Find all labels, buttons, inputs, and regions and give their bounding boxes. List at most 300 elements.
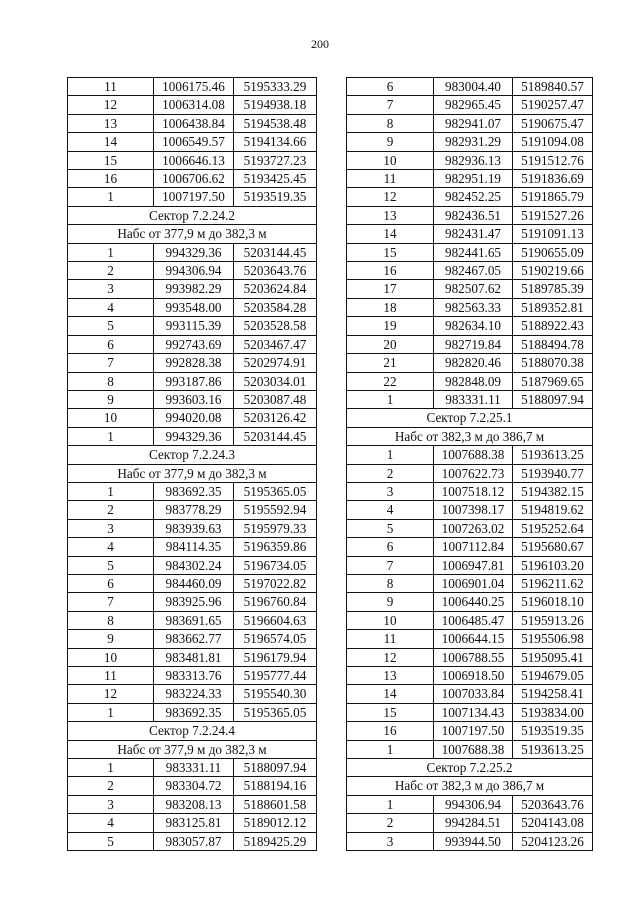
y-coordinate: 5196359.86 (234, 538, 317, 556)
point-number: 1 (68, 188, 154, 206)
point-number: 7 (347, 556, 434, 574)
table-row (347, 114, 593, 132)
section-header: Набс от 377,9 м до 382,3 м (68, 740, 317, 758)
point-number: 5 (68, 317, 154, 335)
table-row (347, 390, 593, 408)
table-row (347, 280, 593, 298)
table-row (68, 501, 317, 519)
x-coordinate: 1006175.46 (154, 78, 234, 96)
x-coordinate: 1007197.50 (154, 188, 234, 206)
x-coordinate: 983304.72 (154, 777, 234, 795)
y-coordinate: 5194538.48 (234, 114, 317, 132)
y-coordinate: 5194134.66 (234, 133, 317, 151)
point-number: 2 (347, 814, 434, 832)
table-row (68, 814, 317, 832)
x-coordinate: 983004.40 (434, 78, 513, 96)
table-row (347, 446, 593, 464)
y-coordinate: 5195913.26 (513, 611, 593, 629)
point-number: 11 (347, 630, 434, 648)
x-coordinate: 983208.13 (154, 795, 234, 813)
point-number: 9 (68, 630, 154, 648)
point-number: 6 (347, 78, 434, 96)
point-number: 1 (68, 427, 154, 445)
x-coordinate: 1006901.04 (434, 574, 513, 592)
point-number: 9 (68, 390, 154, 408)
x-coordinate: 982951.19 (434, 170, 513, 188)
point-number: 8 (347, 114, 434, 132)
x-coordinate: 982848.09 (434, 372, 513, 390)
y-coordinate: 5187969.65 (513, 372, 593, 390)
table-row (68, 96, 317, 114)
point-number: 3 (347, 482, 434, 500)
x-coordinate: 1007263.02 (434, 519, 513, 537)
point-number: 16 (347, 722, 434, 740)
y-coordinate: 5188097.94 (234, 759, 317, 777)
table-row (68, 335, 317, 353)
table-row (68, 427, 317, 445)
point-number: 3 (68, 795, 154, 813)
point-number: 20 (347, 335, 434, 353)
x-coordinate: 983925.96 (154, 593, 234, 611)
table-row (347, 832, 593, 850)
point-number: 4 (68, 538, 154, 556)
point-number: 4 (68, 298, 154, 316)
y-coordinate: 5195252.64 (513, 519, 593, 537)
table-row (68, 685, 317, 703)
x-coordinate: 994329.36 (154, 427, 234, 445)
point-number: 2 (68, 501, 154, 519)
section-header: Набс от 382,3 м до 386,7 м (347, 427, 593, 445)
table-row (68, 593, 317, 611)
x-coordinate: 1006644.15 (434, 630, 513, 648)
point-number: 10 (347, 151, 434, 169)
section-header-row (347, 409, 593, 427)
table-row (347, 593, 593, 611)
point-number: 13 (68, 114, 154, 132)
point-number: 8 (68, 611, 154, 629)
x-coordinate: 1007033.84 (434, 685, 513, 703)
point-number: 5 (68, 556, 154, 574)
point-number: 14 (347, 225, 434, 243)
point-number: 2 (347, 464, 434, 482)
x-coordinate: 1006440.25 (434, 593, 513, 611)
point-number: 12 (347, 188, 434, 206)
point-number: 2 (68, 262, 154, 280)
x-coordinate: 983691.65 (154, 611, 234, 629)
y-coordinate: 5191094.08 (513, 133, 593, 151)
x-coordinate: 983481.81 (154, 648, 234, 666)
x-coordinate: 983939.63 (154, 519, 234, 537)
table-row (68, 354, 317, 372)
table-body-right (347, 78, 593, 851)
x-coordinate: 983224.33 (154, 685, 234, 703)
point-number: 18 (347, 298, 434, 316)
y-coordinate: 5188601.58 (234, 795, 317, 813)
section-header-row (68, 446, 317, 464)
y-coordinate: 5204143.08 (513, 814, 593, 832)
x-coordinate: 1007688.38 (434, 446, 513, 464)
x-coordinate: 1007398.17 (434, 501, 513, 519)
section-header: Сектор 7.2.24.2 (68, 206, 317, 224)
x-coordinate: 994284.51 (434, 814, 513, 832)
y-coordinate: 5196760.84 (234, 593, 317, 611)
table-row (347, 667, 593, 685)
section-header: Сектор 7.2.24.3 (68, 446, 317, 464)
table-row (68, 409, 317, 427)
point-number: 6 (68, 574, 154, 592)
y-coordinate: 5193519.35 (513, 722, 593, 740)
point-number: 1 (68, 759, 154, 777)
y-coordinate: 5196179.94 (234, 648, 317, 666)
y-coordinate: 5194382.15 (513, 482, 593, 500)
x-coordinate: 992743.69 (154, 335, 234, 353)
x-coordinate: 1006918.50 (434, 667, 513, 685)
y-coordinate: 5193613.25 (513, 446, 593, 464)
point-number: 13 (347, 667, 434, 685)
table-row (347, 188, 593, 206)
x-coordinate: 1006788.55 (434, 648, 513, 666)
point-number: 1 (68, 703, 154, 721)
point-number: 4 (68, 814, 154, 832)
table-row (347, 519, 593, 537)
y-coordinate: 5195777.44 (234, 667, 317, 685)
table-row (347, 354, 593, 372)
y-coordinate: 5188070.38 (513, 354, 593, 372)
point-number: 3 (68, 280, 154, 298)
point-number: 1 (68, 243, 154, 261)
x-coordinate: 982563.33 (434, 298, 513, 316)
point-number: 11 (68, 667, 154, 685)
table-row (347, 482, 593, 500)
section-header: Сектор 7.2.25.2 (347, 759, 593, 777)
y-coordinate: 5196211.62 (513, 574, 593, 592)
point-number: 15 (347, 703, 434, 721)
point-number: 9 (347, 593, 434, 611)
point-number: 16 (68, 170, 154, 188)
table-row (68, 372, 317, 390)
table-row (68, 133, 317, 151)
section-header: Набс от 382,3 м до 386,7 м (347, 777, 593, 795)
section-header: Сектор 7.2.24.4 (68, 722, 317, 740)
section-header-row (68, 206, 317, 224)
table-row (347, 225, 593, 243)
x-coordinate: 1006438.84 (154, 114, 234, 132)
x-coordinate: 983692.35 (154, 703, 234, 721)
x-coordinate: 983313.76 (154, 667, 234, 685)
x-coordinate: 982467.05 (434, 262, 513, 280)
x-coordinate: 1006485.47 (434, 611, 513, 629)
x-coordinate: 994329.36 (154, 243, 234, 261)
y-coordinate: 5203144.45 (234, 243, 317, 261)
point-number: 15 (347, 243, 434, 261)
y-coordinate: 5188494.78 (513, 335, 593, 353)
y-coordinate: 5196734.05 (234, 556, 317, 574)
x-coordinate: 982936.13 (434, 151, 513, 169)
y-coordinate: 5195680.67 (513, 538, 593, 556)
table-row (347, 685, 593, 703)
table-row (68, 280, 317, 298)
table-row (347, 740, 593, 758)
section-header-row (347, 777, 593, 795)
section-header-row (68, 740, 317, 758)
table-row (68, 390, 317, 408)
y-coordinate: 5193425.45 (234, 170, 317, 188)
y-coordinate: 5193613.25 (513, 740, 593, 758)
section-header: Набс от 377,9 м до 382,3 м (68, 225, 317, 243)
x-coordinate: 992828.38 (154, 354, 234, 372)
y-coordinate: 5190655.09 (513, 243, 593, 261)
point-number: 10 (347, 611, 434, 629)
y-coordinate: 5203624.84 (234, 280, 317, 298)
point-number: 5 (68, 832, 154, 850)
table-row (347, 78, 593, 96)
point-number: 9 (347, 133, 434, 151)
y-coordinate: 5193940.77 (513, 464, 593, 482)
y-coordinate: 5189352.81 (513, 298, 593, 316)
y-coordinate: 5194819.62 (513, 501, 593, 519)
table-row (347, 703, 593, 721)
point-number: 15 (68, 151, 154, 169)
x-coordinate: 982719.84 (434, 335, 513, 353)
point-number: 4 (347, 501, 434, 519)
y-coordinate: 5203643.76 (513, 795, 593, 813)
x-coordinate: 993982.29 (154, 280, 234, 298)
y-coordinate: 5194938.18 (234, 96, 317, 114)
y-coordinate: 5196103.20 (513, 556, 593, 574)
table-row (68, 298, 317, 316)
y-coordinate: 5188194.16 (234, 777, 317, 795)
x-coordinate: 1007518.12 (434, 482, 513, 500)
x-coordinate: 1007134.43 (434, 703, 513, 721)
point-number: 1 (68, 482, 154, 500)
point-number: 13 (347, 206, 434, 224)
table-row (347, 501, 593, 519)
y-coordinate: 5195365.05 (234, 482, 317, 500)
x-coordinate: 983125.81 (154, 814, 234, 832)
point-number: 11 (347, 170, 434, 188)
point-number: 8 (68, 372, 154, 390)
point-number: 7 (68, 593, 154, 611)
coordinates-table-left (67, 77, 317, 851)
section-header-row (68, 464, 317, 482)
x-coordinate: 984114.35 (154, 538, 234, 556)
x-coordinate: 983331.11 (154, 759, 234, 777)
table-row (68, 78, 317, 96)
y-coordinate: 5195333.29 (234, 78, 317, 96)
x-coordinate: 982507.62 (434, 280, 513, 298)
section-header: Набс от 377,9 м до 382,3 м (68, 464, 317, 482)
y-coordinate: 5203034.01 (234, 372, 317, 390)
x-coordinate: 984302.24 (154, 556, 234, 574)
y-coordinate: 5202974.91 (234, 354, 317, 372)
y-coordinate: 5195095.41 (513, 648, 593, 666)
x-coordinate: 993187.86 (154, 372, 234, 390)
y-coordinate: 5195979.33 (234, 519, 317, 537)
x-coordinate: 982452.25 (434, 188, 513, 206)
table-row (68, 538, 317, 556)
point-number: 6 (68, 335, 154, 353)
table-row (68, 574, 317, 592)
table-row (68, 114, 317, 132)
table-row (347, 611, 593, 629)
table-row (347, 298, 593, 316)
x-coordinate: 1006947.81 (434, 556, 513, 574)
y-coordinate: 5203087.48 (234, 390, 317, 408)
table-row (347, 133, 593, 151)
table-row (347, 151, 593, 169)
y-coordinate: 5190219.66 (513, 262, 593, 280)
x-coordinate: 1006314.08 (154, 96, 234, 114)
point-number: 5 (347, 519, 434, 537)
page-number: 200 (311, 37, 329, 51)
x-coordinate: 982441.65 (434, 243, 513, 261)
x-coordinate: 994020.08 (154, 409, 234, 427)
y-coordinate: 5195506.98 (513, 630, 593, 648)
coordinates-table-right (346, 77, 593, 851)
y-coordinate: 5191512.76 (513, 151, 593, 169)
y-coordinate: 5191836.69 (513, 170, 593, 188)
y-coordinate: 5191091.13 (513, 225, 593, 243)
point-number: 22 (347, 372, 434, 390)
table-row (347, 722, 593, 740)
point-number: 14 (68, 133, 154, 151)
point-number: 14 (347, 685, 434, 703)
x-coordinate: 984460.09 (154, 574, 234, 592)
y-coordinate: 5203584.28 (234, 298, 317, 316)
table-row (347, 262, 593, 280)
x-coordinate: 1007112.84 (434, 538, 513, 556)
table-row (68, 482, 317, 500)
x-coordinate: 982820.46 (434, 354, 513, 372)
x-coordinate: 1006646.13 (154, 151, 234, 169)
table-row (68, 188, 317, 206)
x-coordinate: 993603.16 (154, 390, 234, 408)
x-coordinate: 994306.94 (434, 795, 513, 813)
table-row (68, 262, 317, 280)
section-header-row (68, 722, 317, 740)
point-number: 3 (68, 519, 154, 537)
table-row (347, 538, 593, 556)
point-number: 12 (68, 96, 154, 114)
y-coordinate: 5189012.12 (234, 814, 317, 832)
section-header: Сектор 7.2.25.1 (347, 409, 593, 427)
x-coordinate: 983778.29 (154, 501, 234, 519)
x-coordinate: 993944.50 (434, 832, 513, 850)
table-row (68, 703, 317, 721)
point-number: 1 (347, 740, 434, 758)
x-coordinate: 982436.51 (434, 206, 513, 224)
point-number: 2 (68, 777, 154, 795)
y-coordinate: 5196604.63 (234, 611, 317, 629)
y-coordinate: 5204123.26 (513, 832, 593, 850)
y-coordinate: 5191865.79 (513, 188, 593, 206)
table-row (68, 170, 317, 188)
y-coordinate: 5190257.47 (513, 96, 593, 114)
table-row (68, 759, 317, 777)
y-coordinate: 5189840.57 (513, 78, 593, 96)
point-number: 11 (68, 78, 154, 96)
table-row (347, 630, 593, 648)
y-coordinate: 5190675.47 (513, 114, 593, 132)
y-coordinate: 5193727.23 (234, 151, 317, 169)
table-row (347, 206, 593, 224)
x-coordinate: 982941.07 (434, 114, 513, 132)
table-row (68, 317, 317, 335)
x-coordinate: 993548.00 (154, 298, 234, 316)
table-row (347, 96, 593, 114)
x-coordinate: 994306.94 (154, 262, 234, 280)
table-row (347, 795, 593, 813)
y-coordinate: 5197022.82 (234, 574, 317, 592)
table-row (68, 648, 317, 666)
y-coordinate: 5203144.45 (234, 427, 317, 445)
point-number: 16 (347, 262, 434, 280)
x-coordinate: 1006549.57 (154, 133, 234, 151)
table-body-left (68, 78, 317, 851)
table-row (68, 795, 317, 813)
y-coordinate: 5193519.35 (234, 188, 317, 206)
y-coordinate: 5188922.43 (513, 317, 593, 335)
point-number: 1 (347, 446, 434, 464)
point-number: 6 (347, 538, 434, 556)
table-row (68, 519, 317, 537)
table-row (347, 556, 593, 574)
table-row (347, 335, 593, 353)
point-number: 19 (347, 317, 434, 335)
table-row (347, 814, 593, 832)
x-coordinate: 993115.39 (154, 317, 234, 335)
y-coordinate: 5203126.42 (234, 409, 317, 427)
x-coordinate: 983331.11 (434, 390, 513, 408)
table-row (68, 667, 317, 685)
y-coordinate: 5203643.76 (234, 262, 317, 280)
table-row (347, 464, 593, 482)
table-row (68, 832, 317, 850)
point-number: 7 (68, 354, 154, 372)
point-number: 10 (68, 648, 154, 666)
y-coordinate: 5189785.39 (513, 280, 593, 298)
x-coordinate: 1006706.62 (154, 170, 234, 188)
x-coordinate: 982931.29 (434, 133, 513, 151)
x-coordinate: 1007688.38 (434, 740, 513, 758)
table-row (68, 777, 317, 795)
y-coordinate: 5191527.26 (513, 206, 593, 224)
point-number: 12 (347, 648, 434, 666)
point-number: 1 (347, 795, 434, 813)
table-row (68, 611, 317, 629)
x-coordinate: 1007622.73 (434, 464, 513, 482)
x-coordinate: 983057.87 (154, 832, 234, 850)
point-number: 8 (347, 574, 434, 592)
y-coordinate: 5203528.58 (234, 317, 317, 335)
y-coordinate: 5196574.05 (234, 630, 317, 648)
point-number: 10 (68, 409, 154, 427)
point-number: 12 (68, 685, 154, 703)
section-header-row (347, 427, 593, 445)
point-number: 21 (347, 354, 434, 372)
y-coordinate: 5195592.94 (234, 501, 317, 519)
table-row (68, 556, 317, 574)
x-coordinate: 982431.47 (434, 225, 513, 243)
y-coordinate: 5194258.41 (513, 685, 593, 703)
y-coordinate: 5196018.10 (513, 593, 593, 611)
table-row (347, 170, 593, 188)
point-number: 1 (347, 390, 434, 408)
y-coordinate: 5188097.94 (513, 390, 593, 408)
y-coordinate: 5195365.05 (234, 703, 317, 721)
x-coordinate: 1007197.50 (434, 722, 513, 740)
x-coordinate: 983662.77 (154, 630, 234, 648)
